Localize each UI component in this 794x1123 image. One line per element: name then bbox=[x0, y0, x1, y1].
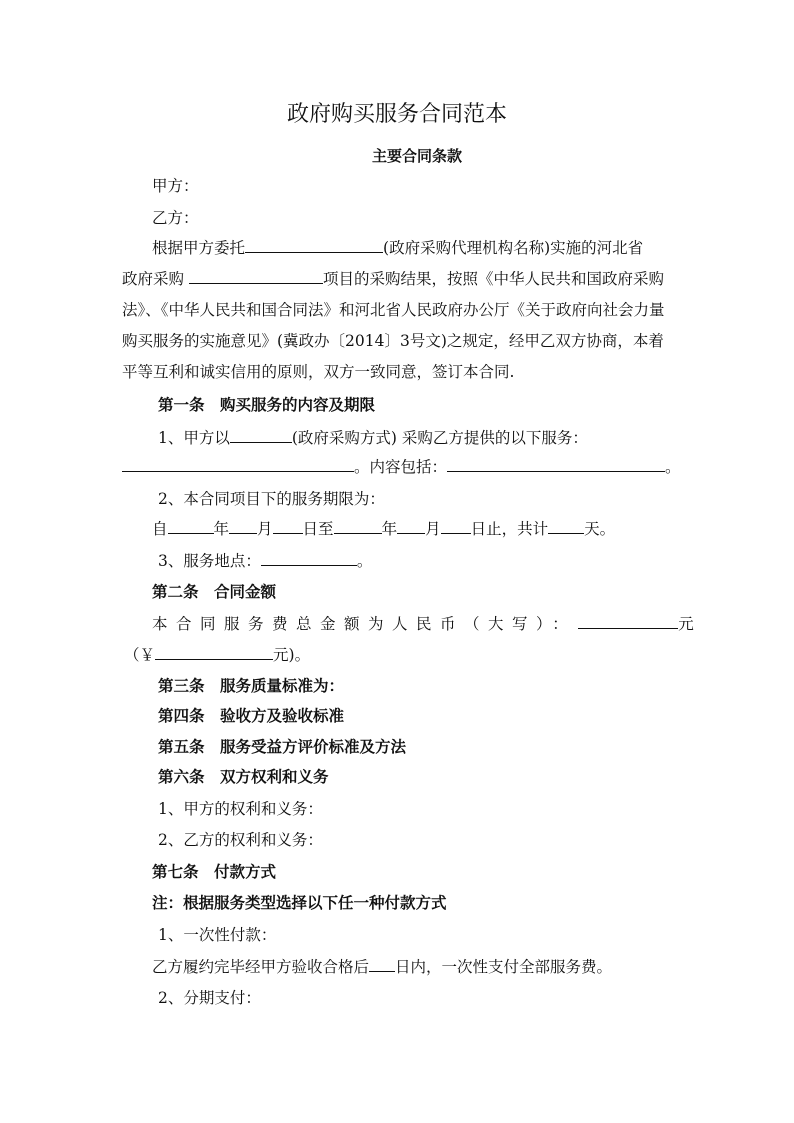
article-5-heading: 第五条 服务受益方评价标准及方法 bbox=[158, 737, 407, 756]
amount-words-unit: 元 bbox=[678, 615, 694, 633]
end-day-label: 日止，共计 bbox=[470, 520, 549, 538]
payment-days-blank[interactable] bbox=[369, 957, 395, 972]
days-label: 天。 bbox=[584, 520, 616, 538]
period-from-label: 自 bbox=[152, 520, 168, 538]
intro-text-2a: 政府采购 bbox=[122, 270, 189, 288]
payment-detail-text-a: 乙方履约完毕经甲方验收合格后 bbox=[152, 958, 370, 976]
intro-line-3: 法》、《中华人民共和国合同法》和河北省人民政府办公厅《关于政府向社会力量 bbox=[122, 301, 665, 319]
procurement-method-blank[interactable] bbox=[230, 428, 292, 443]
article-2-heading: 第二条 合同金额 bbox=[152, 582, 277, 601]
article-1-item-1 bbox=[158, 428, 588, 448]
payment-note: 注：根据服务类型选择以下任一种付款方式 bbox=[152, 893, 447, 912]
article-3-heading: 第三条 服务质量标准为： bbox=[158, 676, 345, 695]
end-month-label: 月 bbox=[425, 520, 441, 538]
amount-figure-suffix: 元)。 bbox=[273, 646, 311, 664]
end-month-blank[interactable] bbox=[397, 519, 425, 534]
document-title: 政府购买服务合同范本 bbox=[286, 102, 507, 127]
contract-amount-text: 本合同服务费总金额为人民币（大写）： bbox=[152, 615, 577, 633]
party-a-label: 甲方： bbox=[152, 177, 199, 195]
start-year-label: 年 bbox=[213, 520, 230, 538]
intro-line-1 bbox=[152, 238, 643, 258]
article-1-item-2: 2、本合同项目下的服务期限为： bbox=[158, 490, 385, 508]
end-day-blank[interactable] bbox=[441, 519, 471, 534]
article-4-heading: 第四条 验收方及验收标准 bbox=[158, 706, 345, 725]
payment-option-1: 1、一次性付款： bbox=[158, 926, 277, 944]
article-6-item-1: 1、甲方的权利和义务： bbox=[158, 800, 323, 818]
intro-text-1a: 根据甲方委托 bbox=[152, 239, 246, 257]
payment-option-2: 2、分期支付： bbox=[158, 989, 261, 1007]
article-6-heading: 第六条 双方权利和义务 bbox=[158, 767, 329, 786]
intro-line-2 bbox=[122, 269, 664, 289]
start-month-label: 月 bbox=[257, 520, 273, 538]
project-name-blank[interactable] bbox=[189, 269, 323, 284]
article-1-item-1-cont bbox=[122, 457, 681, 477]
intro-line-4: 购买服务的实施意见》(冀政办〔2014〕3号文)之规定，经甲乙双方协商，本着 bbox=[122, 332, 664, 350]
start-day-blank[interactable] bbox=[273, 519, 303, 534]
item-1-text-d: 。 bbox=[665, 458, 681, 476]
start-month-blank[interactable] bbox=[229, 519, 257, 534]
service-name-blank[interactable] bbox=[122, 457, 354, 472]
article-7-heading: 第七条 付款方式 bbox=[152, 862, 277, 881]
intro-text-2b: 项目的采购结果，按照《中华人民共和国政府采购 bbox=[322, 270, 664, 288]
payment-detail-text-b: 日内，一次性支付全部服务费。 bbox=[395, 958, 613, 976]
article-1-heading: 第一条 购买服务的内容及期限 bbox=[158, 395, 376, 414]
item-1-text-c: 。内容包括： bbox=[354, 458, 448, 476]
end-year-blank[interactable] bbox=[334, 519, 382, 534]
service-location-end: 。 bbox=[356, 552, 373, 570]
payment-option-1-detail bbox=[152, 957, 612, 977]
amount-figure-prefix: （￥ bbox=[124, 646, 156, 664]
end-year-label: 年 bbox=[381, 520, 398, 538]
intro-line-5: 平等互利和诚实信用的原则，双方一致同意，签订本合同. bbox=[122, 363, 515, 381]
start-year-blank[interactable] bbox=[168, 519, 214, 534]
start-day-label: 日至 bbox=[302, 520, 334, 538]
article-6-item-2: 2、乙方的权利和义务： bbox=[158, 831, 323, 849]
item-1-text-a: 1、甲方以 bbox=[158, 429, 230, 447]
service-location-blank[interactable] bbox=[261, 551, 357, 566]
amount-figure-blank[interactable] bbox=[155, 645, 273, 660]
item-1-text-b: (政府采购方式) 采购乙方提供的以下服务： bbox=[291, 429, 588, 447]
service-location-label: 3、服务地点： bbox=[158, 552, 261, 570]
agency-name-blank[interactable] bbox=[245, 238, 383, 253]
service-content-blank[interactable] bbox=[447, 457, 665, 472]
service-period-line bbox=[152, 519, 615, 539]
party-b-label: 乙方： bbox=[152, 209, 199, 227]
article-1-item-3 bbox=[158, 551, 372, 571]
total-days-blank[interactable] bbox=[548, 519, 584, 534]
contract-amount-figure-line bbox=[124, 645, 310, 665]
amount-words-blank[interactable] bbox=[578, 614, 678, 629]
document-subtitle: 主要合同条款 bbox=[371, 147, 462, 165]
contract-amount-line bbox=[152, 614, 694, 634]
intro-text-1b: (政府采购代理机构名称)实施的河北省 bbox=[383, 239, 644, 257]
